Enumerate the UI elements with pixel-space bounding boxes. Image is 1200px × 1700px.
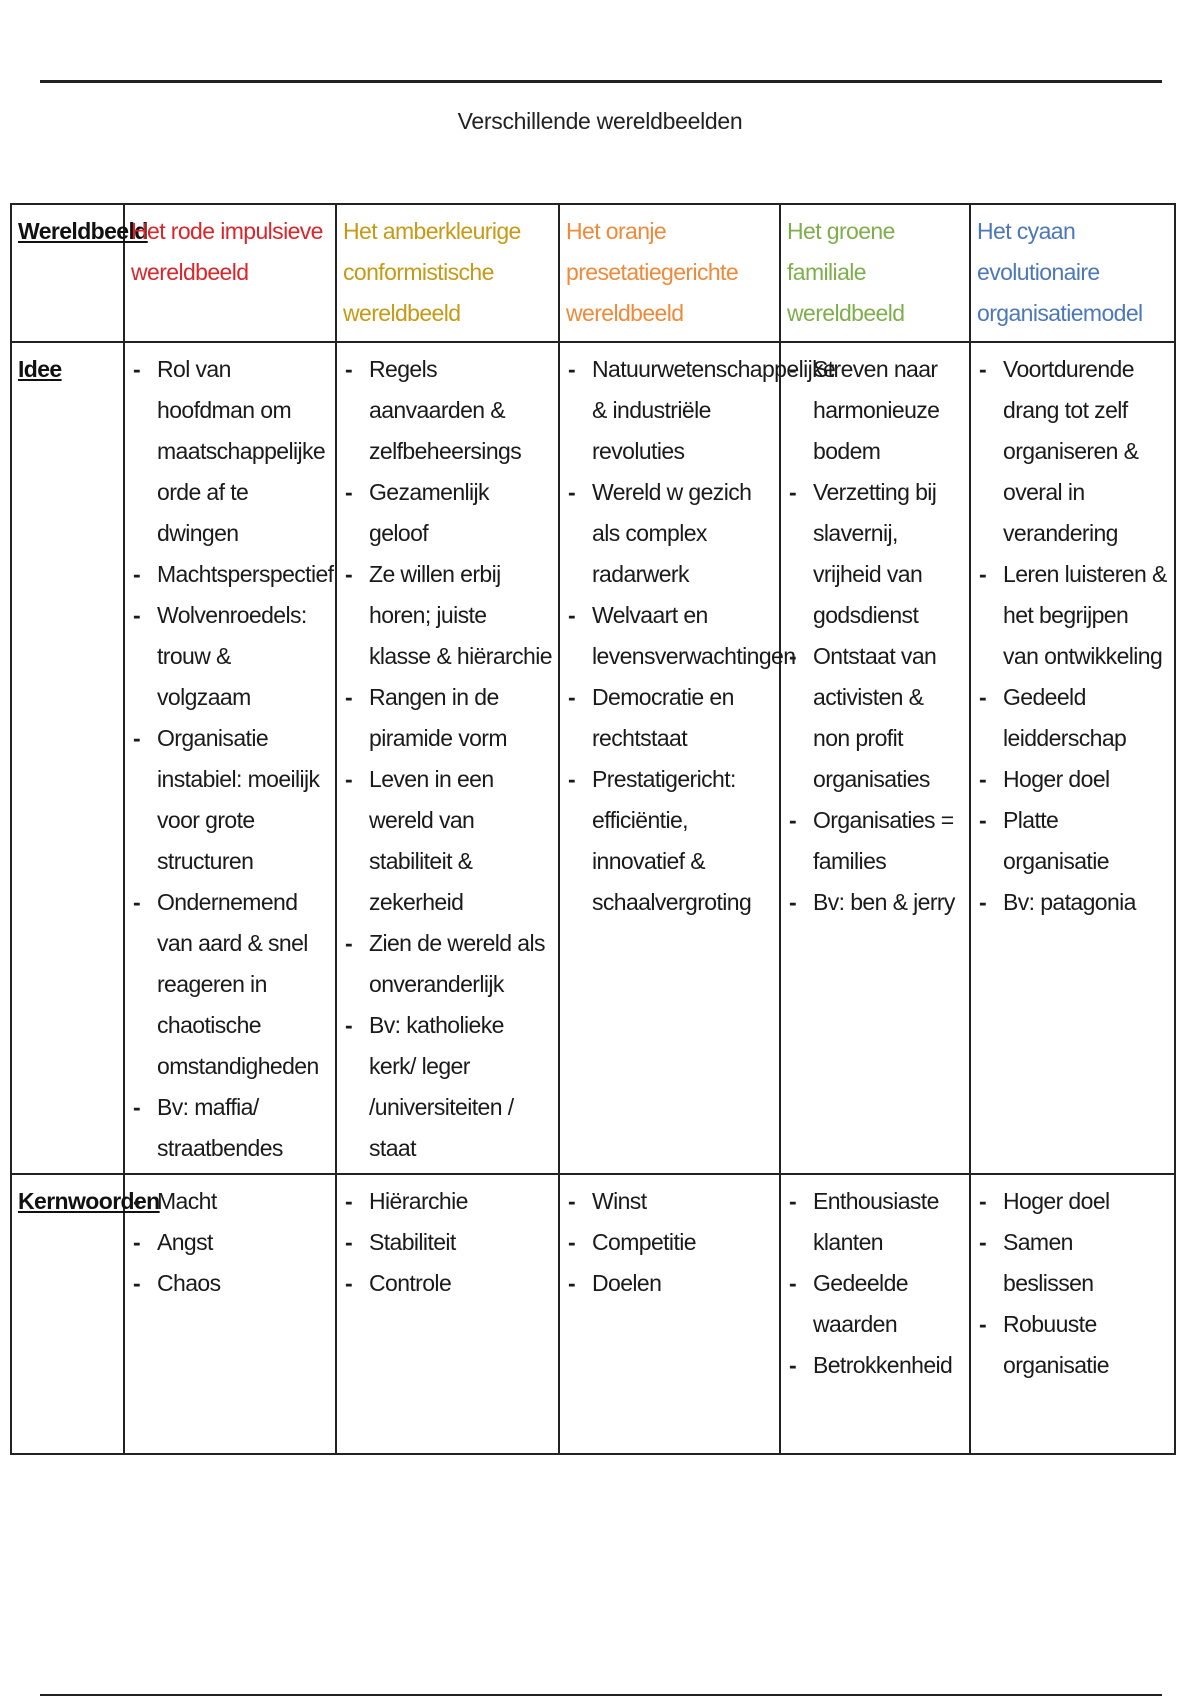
list-item: - Angst: [131, 1222, 329, 1263]
list-item: - Organisatie instabiel: moeilijk voor grote structuren: [131, 718, 329, 882]
worldview-table: [10, 203, 1176, 1455]
list-item: - Platte organisatie: [977, 800, 1168, 882]
header-cell-green: [780, 204, 970, 342]
header-cell-wereldbeeld: [11, 204, 148, 342]
cell-kern-amber: [336, 1174, 559, 1454]
list-item: - Robuuste organisatie: [977, 1304, 1168, 1386]
list-item: - Rol van hoofdman om maatschappelijke orde af te dwingen: [131, 349, 329, 554]
table-header-row: [11, 204, 1175, 342]
list-item: - Machtsperspectief: [131, 554, 329, 595]
bullet-list: [343, 349, 552, 1169]
document-title: Verschillende wereldbeelden: [457, 108, 743, 134]
column-header-amber: Het amberkleurige conformistische wereldbeeld: [343, 218, 521, 326]
list-item: - Zien de wereld als onveranderlijk: [343, 923, 552, 1005]
list-item: - Competitie: [566, 1222, 773, 1263]
list-item: - Doelen: [566, 1263, 773, 1304]
list-item: - Welvaart en levensverwachtingen: [566, 595, 773, 677]
list-item: - Hoger doel: [977, 1181, 1168, 1222]
header-cell-cyan: [970, 204, 1175, 342]
cell-idee-cyan: [970, 342, 1175, 1174]
column-header-orange: Het oranje presetatiegerichte wereldbeeld: [566, 218, 739, 326]
table-row-idee: [11, 342, 1175, 1174]
list-item: - Ontstaat van activisten & non profit organisaties: [787, 636, 963, 800]
bullet-list: [566, 349, 836, 923]
list-item: - Samen beslissen: [977, 1222, 1168, 1304]
cell-idee-amber: [336, 342, 559, 1174]
list-item: - Chaos: [131, 1263, 329, 1304]
cell-kern-red: [124, 1174, 336, 1454]
column-header-cyan: Het cyaan evolutionaire organisatiemodel: [977, 218, 1143, 326]
list-item: - Verzetting bij slavernij, vrijheid van godsdienst: [787, 472, 963, 636]
header-cell-amber: [336, 204, 559, 342]
row-label-cell-idee: [11, 342, 124, 1174]
bullet-list: [131, 349, 334, 1169]
row-label-wereldbeeld: Wereldbeeld: [18, 218, 148, 244]
list-item: - Enthousiaste klanten: [787, 1181, 963, 1263]
bullet-list: [977, 349, 1168, 923]
row-label-idee: Idee: [18, 356, 62, 382]
list-item: - Prestatigericht: efficiëntie, innovatief & schaalvergroting: [566, 759, 773, 923]
list-item: - Gedeeld leidderschap: [977, 677, 1168, 759]
list-item: - Natuurwetenschappelijke & industriële revoluties: [566, 349, 773, 472]
list-item: - Leren luisteren & het begrijpen van ontwikkeling: [977, 554, 1168, 677]
list-item: - Bv: maffia/ straatbendes: [131, 1087, 329, 1169]
list-item: - Controle: [343, 1263, 552, 1304]
header-cell-orange: [559, 204, 780, 342]
list-item: - Stabiliteit: [343, 1222, 552, 1263]
list-item: - Democratie en rechtstaat: [566, 677, 773, 759]
list-item: - Leven in een wereld van stabiliteit & zekerheid: [343, 759, 552, 923]
cell-kern-green: [780, 1174, 970, 1454]
list-item: - Voortdurende drang tot zelf organiseren & overal in verandering: [977, 349, 1168, 554]
list-item: - Hoger doel: [977, 759, 1168, 800]
row-label-cell-kernwoorden: [11, 1174, 160, 1454]
list-item: - Gezamenlijk geloof: [343, 472, 552, 554]
bullet-list: [977, 1181, 1168, 1386]
bottom-rule: [40, 1694, 1162, 1696]
cell-idee-green: [780, 342, 970, 1174]
bullet-list: [566, 1181, 773, 1304]
column-header-red: Het rode impulsieve wereldbeeld: [131, 218, 323, 285]
header-cell-red: [124, 204, 336, 342]
list-item: - Streven naar harmonieuze bodem: [787, 349, 963, 472]
top-rule: [40, 80, 1162, 83]
list-item: - Hiërarchie: [343, 1181, 552, 1222]
list-item: - Bv: ben & jerry: [787, 882, 963, 923]
bullet-list: [131, 1181, 329, 1304]
cell-idee-red: [124, 342, 336, 1174]
row-label-kernwoorden: Kernwoorden: [18, 1188, 160, 1214]
cell-kern-cyan: [970, 1174, 1175, 1454]
column-header-green: Het groene familiale wereldbeeld: [787, 218, 905, 326]
cell-kern-orange: [559, 1174, 780, 1454]
list-item: - Organisaties = families: [787, 800, 963, 882]
cell-idee-orange: [559, 342, 836, 1174]
list-item: - Betrokkenheid: [787, 1345, 963, 1386]
list-item: - Bv: katholieke kerk/ leger /universiteiten / staat: [343, 1005, 552, 1169]
list-item: - Winst: [566, 1181, 773, 1222]
bullet-list: [343, 1181, 552, 1304]
list-item: - Bv: patagonia: [977, 882, 1168, 923]
list-item: - Ze willen erbij horen; juiste klasse & hiërarchie: [343, 554, 552, 677]
list-item: - Wereld w gezich als complex radarwerk: [566, 472, 773, 595]
bullet-list: [787, 1181, 963, 1386]
bullet-list: [787, 349, 963, 923]
list-item: - Macht: [131, 1181, 329, 1222]
list-item: - Regels aanvaarden & zelfbeheersings: [343, 349, 552, 472]
table-row-kernwoorden: [11, 1174, 1175, 1454]
list-item: - Wolvenroedels: trouw & volgzaam: [131, 595, 329, 718]
list-item: - Ondernemend van aard & snel reageren in chaotische omstandigheden: [131, 882, 329, 1087]
list-item: - Gedeelde waarden: [787, 1263, 963, 1345]
list-item: - Rangen in de piramide vorm: [343, 677, 552, 759]
